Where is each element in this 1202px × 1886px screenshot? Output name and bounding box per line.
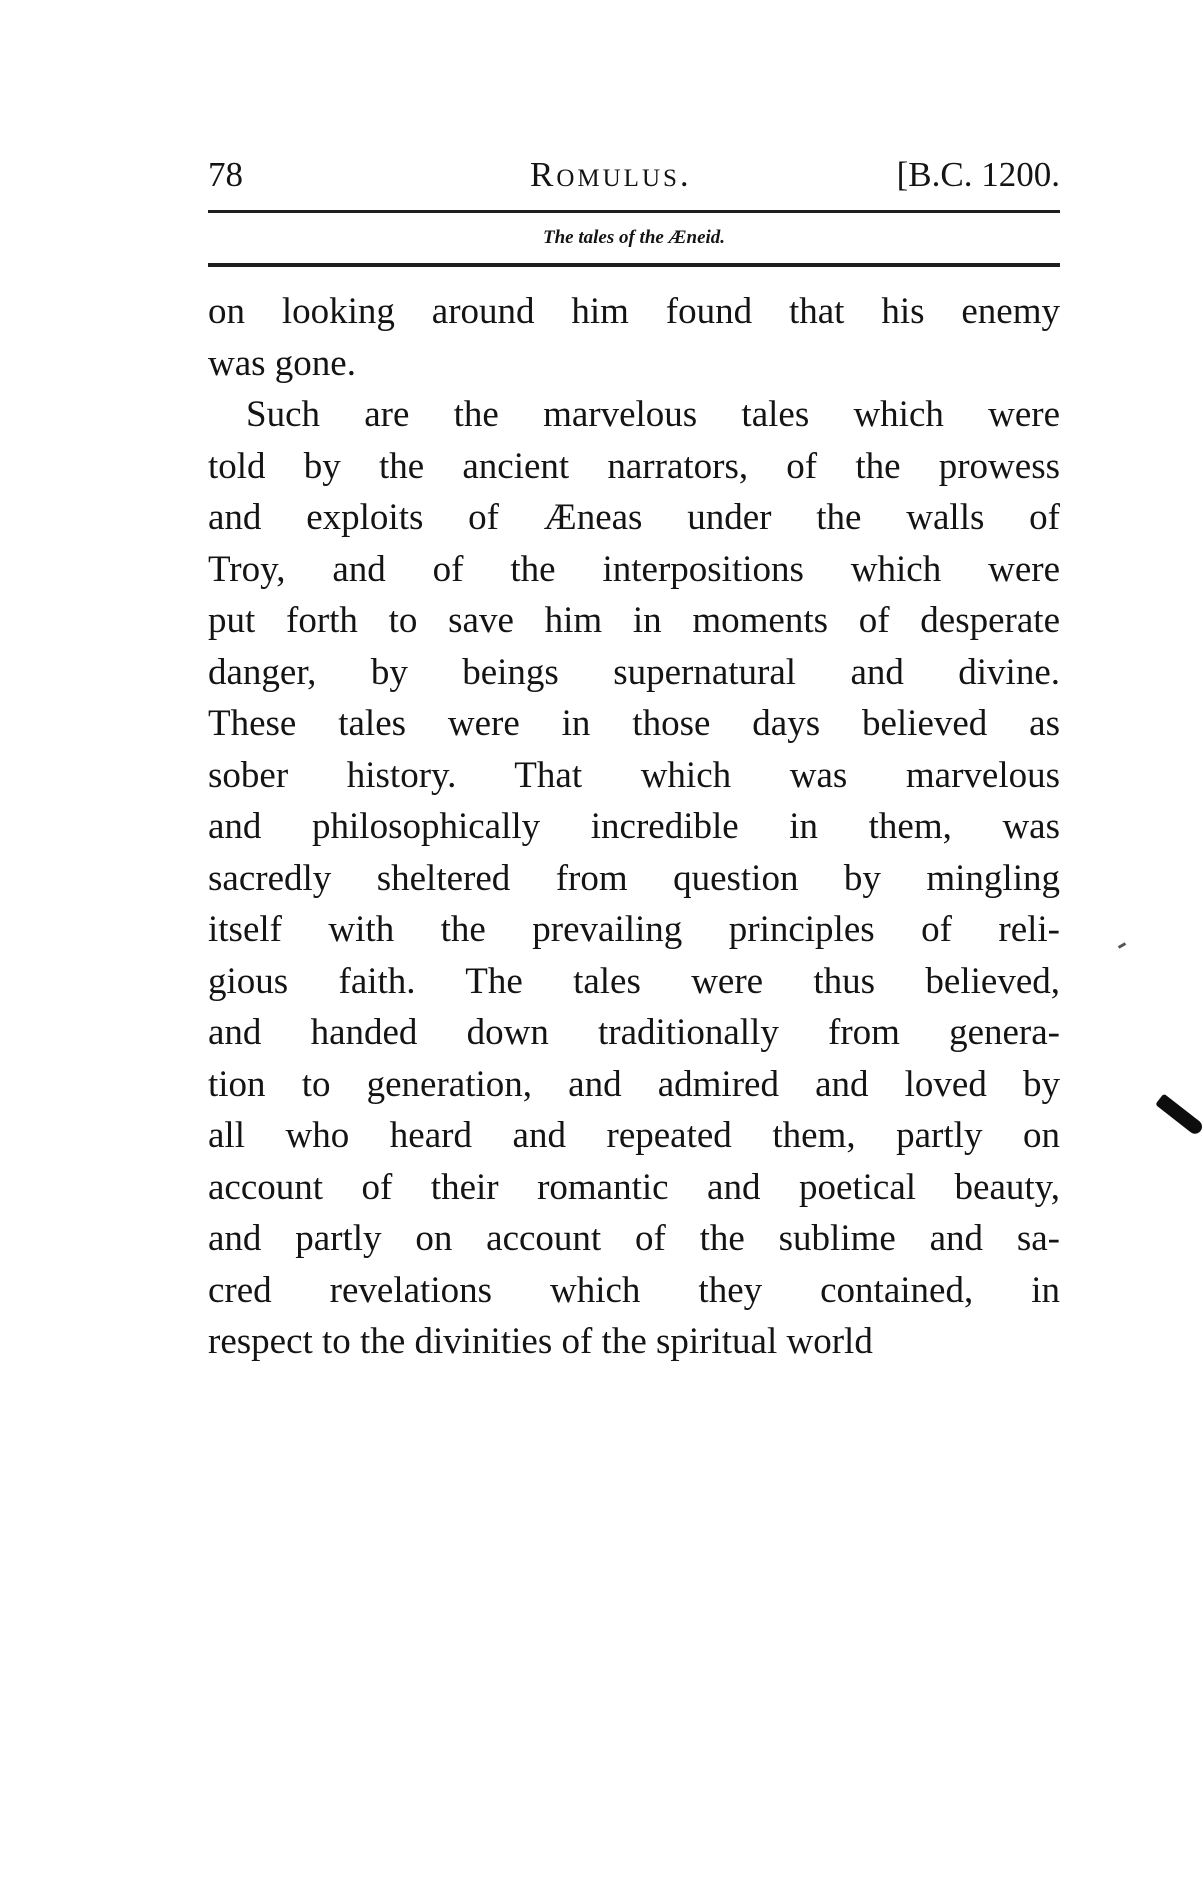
- text-line: and exploits of Æneas under the walls of: [208, 497, 1060, 538]
- body-text: [208, 286, 1060, 1368]
- text-line: and handed down traditionally from genera-: [208, 1012, 1060, 1053]
- running-head: [208, 150, 1060, 200]
- text-line: Troy, and of the interpositions which were: [208, 548, 1060, 590]
- text-line: told by the ancient narrators, of the prowess: [208, 445, 1060, 487]
- header-rule-bottom: [208, 263, 1060, 267]
- running-date: [B.C. 1200.: [896, 155, 1060, 194]
- running-title: Romulus.: [530, 155, 692, 194]
- text-line: Such are the marvelous tales which were: [246, 394, 1060, 435]
- text-line: danger, by beings supernatural and divine.: [208, 651, 1060, 693]
- text-line: on looking around him found that his enemy: [208, 291, 1060, 332]
- text-line: respect to the divinities of the spiritual world: [208, 1321, 873, 1362]
- header-rule-top: [208, 210, 1060, 213]
- section-subheading: The tales of the Æneid.: [542, 227, 726, 248]
- text-line: was gone.: [208, 342, 356, 384]
- text-line: put forth to save him in moments of desperate: [208, 600, 1060, 641]
- text-line: tion to generation, and admired and loved by: [208, 1063, 1060, 1105]
- text-line: sacredly sheltered from question by mingling: [208, 857, 1060, 899]
- text-line: itself with the prevailing principles of reli-: [208, 909, 1060, 950]
- page-number: 78: [208, 155, 243, 194]
- text-line: all who heard and repeated them, partly on: [208, 1115, 1060, 1156]
- ink-speck: [1118, 942, 1126, 949]
- text-line: These tales were in those days believed as: [208, 703, 1060, 744]
- text-line: gious faith. The tales were thus believed,: [208, 960, 1060, 1002]
- text-line: sober history. That which was marvelous: [208, 754, 1060, 796]
- text-line: and philosophically incredible in them, was: [208, 806, 1060, 847]
- ink-smudge: [1155, 1093, 1202, 1136]
- text-line: account of their romantic and poetical beauty,: [208, 1166, 1060, 1208]
- text-line: cred revelations which they contained, in: [208, 1269, 1060, 1311]
- text-line: and partly on account of the sublime and sa-: [208, 1218, 1060, 1259]
